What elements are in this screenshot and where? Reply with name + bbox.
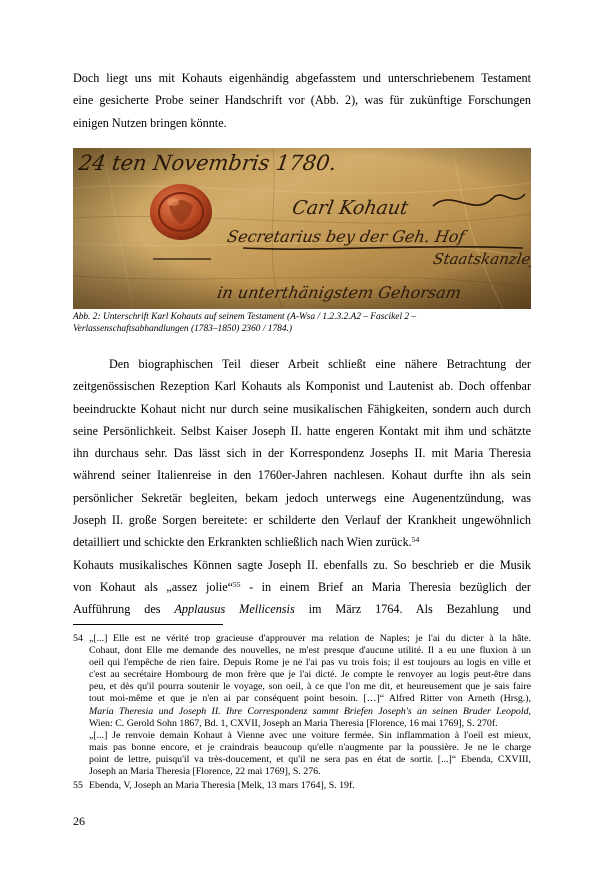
text-line: Den biographischen Teil dieser Arbeit schließt eine nähere Betrachtung der [109, 357, 531, 371]
footnote-body [89, 633, 531, 778]
footnote-body [89, 780, 531, 792]
text-line: Joseph II. große Sorgen bereitete: er schilderte den Verlauf der Krankheit ungewöhnlich [73, 513, 531, 528]
footnote-line: „[...] Elle est ne vérité trop gracieuse d'approuver ma relation de Naples; je l'ai du dicter à la hâte. [89, 633, 531, 644]
footnote-ref-54[interactable]: 54 [411, 535, 420, 545]
footnote-line: peu, et dès qu'il pourra soutenir le voyage, son oeil, à ce que l'on me dit, et heureusement que je sais faire [89, 681, 531, 693]
text-line: zeitgenössischen Rezeption Karl Kohauts als Komponist und Lautenist ab. Doch offenbar [73, 379, 531, 394]
footnote-line: Cohaut, dont Elle me demande des nouvelles, ne m'est presque d'aucune utilité. Il a eu une fluxion à un [89, 645, 531, 657]
footnote-line: „[...] Je renvoie demain Kohaut à Vienne avec une voiture fermée. Sin inflammation à l'oeil est mieux, [89, 729, 531, 741]
footnote-line: point de lettre, puisqu'il va très-doucement, et qu'il ne sera pas en état de sortir. [...]“ Ebenda, CXVIII, [89, 753, 531, 765]
footnote-number: 55 [73, 780, 83, 791]
text-line: Doch liegt uns mit Kohauts eigenhändig abgefasstem und unterschriebenem Testament [73, 71, 531, 85]
text-segment: detailliert und schickte den Erkrankten schließlich nach Wien zurück. [73, 535, 412, 550]
page-number: 26 [73, 814, 85, 828]
footnote-line: mais pas bonne encore, et je craindrais beaucoup qu'elle n'augmente par la poussière. Je ne le charge [89, 741, 531, 753]
text-line: eine gesicherte Probe seiner Handschrift vor (Abb. 2), was für zukünftige Forschungen [73, 93, 531, 108]
text-line [73, 598, 531, 620]
footnote-line: c'est au secrétaire Hombourg de mon frère que je l'ai dicté. Je compte le renvoyer au logis peut-être dans [89, 669, 531, 681]
text-line: persönlicher Sekretär begleiten, bekam jedoch unterwegs eine Augenentzündung, was [73, 490, 531, 505]
text-line: ihn durchaus sehr. Das lässt sich in der Korrespondenz Josephs II. mit Maria Theresia [73, 446, 531, 461]
text-line [73, 576, 531, 598]
text-segment: von Kohaut als „assez jolie“ [73, 579, 234, 594]
footnote-line: Wien: C. Gerold Sohn 1867, Bd. 1, CXVII, Joseph an Maria Theresia [Florence, 16 mai 1769], S. 270f. [89, 717, 498, 729]
footnote-line: Joseph an Maria Theresia [Florence, 22 mai 1769], S. 276. [89, 766, 321, 778]
work-title: Applausus Mellicensis [174, 602, 295, 617]
figure-caption [73, 311, 533, 335]
text-line: während seiner Italienreise in den 1760er-Jahren nachlesen. Kohaut durfte ihn als sein [73, 468, 531, 483]
footnote-ref-55[interactable]: 55 [233, 579, 241, 589]
footnote-line: oeil qui l'empêche de rien faire. Depuis Rome je ne l'ai pas vu trois fois; il est toujours au logis en ville et [89, 657, 531, 669]
footnote-number: 54 [73, 633, 83, 644]
text-line: seine Persönlichkeit. Selbst Kaiser Joseph II. hatte engeren Kontakt mit ihm und schätzte [73, 423, 531, 438]
text-segment: Aufführung des [73, 602, 175, 617]
text-segment: im März 1764. Als Bezahlung und [294, 602, 531, 617]
caption-line: Verlassenschaftsabhandlungen (1783–1850) 2360 / 1784.) [73, 324, 292, 334]
intro-paragraph [73, 67, 531, 134]
text-line: Kohauts musikalisches Können sagte Joseph II. ebenfalls zu. So beschrieb er die Musik [73, 557, 531, 572]
text-line: einigen Nutzen bringen könnte. [73, 115, 227, 130]
text-line [73, 531, 531, 553]
footnote-separator [73, 624, 223, 625]
footnote-line: Maria Theresia und Joseph II. Ihre Correspondenz sammt Briefen Joseph's an seinen Bruder Leopold, [89, 705, 531, 717]
footnote-line: Ebenda, V, Joseph an Maria Theresia [Melk, 13 mars 1764], S. 19f. [89, 780, 355, 791]
footnote-line: tout moi-même et que je n'en ai par conséquent point besoin. […]“ Alfred Ritter von Arneth (Hrsg.), [89, 693, 531, 705]
signature-photo [73, 148, 531, 309]
body-paragraph [73, 353, 531, 621]
caption-line: Abb. 2: Unterschrift Karl Kohauts auf seinem Testament (A-Wsa / 1.2.3.2.A2 – Fascikel 2 – [73, 312, 417, 322]
text-segment: - in einem Brief an Maria Theresia bezüglich der [240, 579, 531, 594]
text-line: beeindruckte Kohaut nicht nur durch seine musikalischen Fähigkeiten, sondern auch durch [73, 401, 531, 416]
